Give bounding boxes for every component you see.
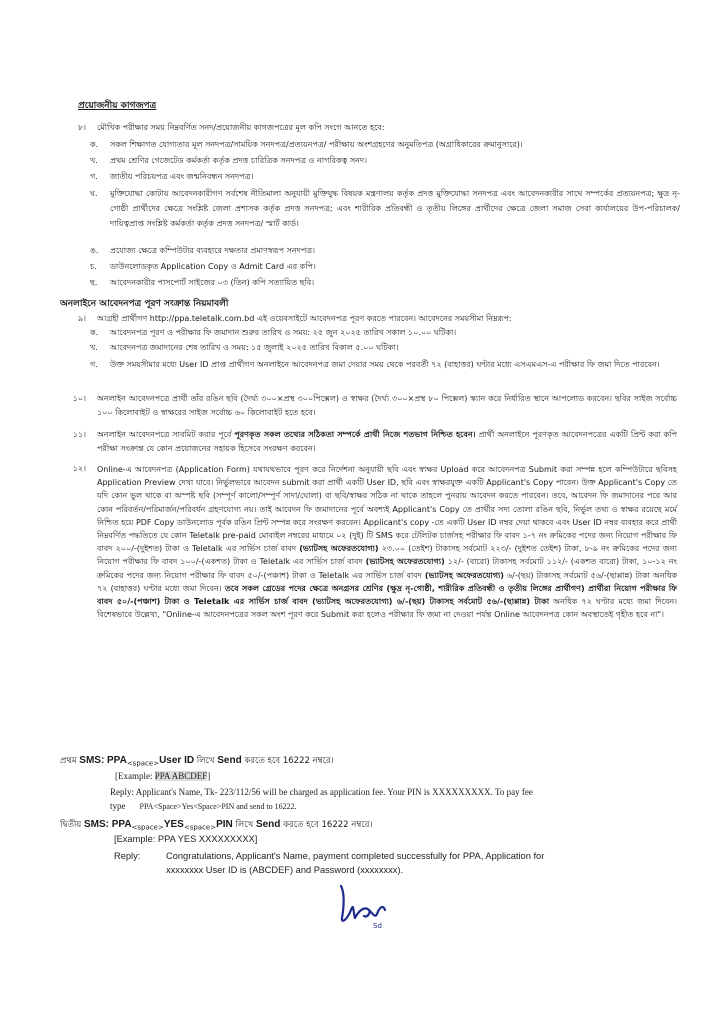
doc-item-marker: ক. [90,140,99,149]
section-12-bold: (ভ্যাটসহ অফেরতযোগ্য) [365,557,445,567]
second-sms-cmd: PPA [111,819,132,830]
first-sms-example [115,771,210,781]
doc-item-marker: গ. [90,172,98,181]
second-sms-reply-cont: xxxxxxxx User ID is (ABCDEF) and Password (xxxxxxxx). [166,865,404,875]
first-sms-reply-cont [110,801,297,811]
section-12-text [97,463,677,621]
doc-item-text: জাতীয় পরিচয়পত্র এবং জন্মনিবন্ধন সনদপত্র। [110,172,254,181]
second-sms-example: [Example: PPA YES XXXXXXXXX] [114,834,258,844]
first-sms-example-pre: [Example: [115,771,155,781]
first-sms-tail: করতে হবে 16222 নম্বরে। [241,756,334,766]
second-sms-cmd: PIN [216,819,233,830]
section-12-part: ২৩.০০ (তেইশ) টাকাসহ সর্বমোট ২২৩/- (দুইশত তেইশ) টাকা, ৮-৯ নং ক্রমিকের পদের জন্য নিয়োগ পরীক্ষার ফি বাবদ ১০০/-(একশত) টাকা ও Teletalk এর সার্ভিস চার্জ বাবদ [97,544,677,567]
section-12-part: ১২/- (বারো) টাকাসহ সর্বমোট ১১২/- (একশত বারো) টাকা, ১০-১২ নং ক্রমিকের পদের জন্য নিয়োগ পরীক্ষার ফি বাবদ ৫০/-(পঞ্চাশ) টাকা ও Teletalk এর সার্ভিস চার্জ বাবদ [97,557,678,580]
timeline-item-marker: গ. [90,360,98,369]
doc-item-marker: ছ. [90,278,98,287]
section-11-number: ১১। [72,430,86,439]
signature-text: Sd [373,922,382,930]
second-sms-space: <space> [131,823,164,832]
section-11-post: প্রার্থী অনলাইনে পূরণকৃত আবেদনপত্রের একটি প্রিন্ট করা কপি পরীক্ষা সংক্রান্ত যে কোন প্রয়োজনের সহায়ক হিসেবে সংরক্ষণ করবেন। [97,430,677,453]
first-sms-cmd: User ID [159,755,195,766]
second-sms-prefix: দ্বিতীয় [60,820,85,830]
doc-item-text: প্রথম শ্রেণির গেজেটেড কর্মকর্তা কর্তৃক প্রদত্ত চারিত্রিক সনদপত্র ও নাগরিকত্ব সনদ। [110,156,367,165]
timeline-item-marker: ক. [90,328,99,337]
section-10-number: ১০। [72,394,86,403]
first-sms-send: Send [217,755,242,766]
second-sms-space: <space> [183,823,217,832]
first-sms-cmd: PPA [106,755,127,766]
section-9-text: আগ্রহী প্রার্থীগণ http://ppa.teletalk.com.bd এই ওয়েবসাইটে আবেদনপত্র পূরণ করতে পারবেন। আবেদনের সময়সীমা নিম্নরূপ: [97,314,512,323]
second-sms-label: SMS: [84,819,110,830]
section-11-pre: অনলাইন আবেদনপত্রে সাবমিট করার পূর্বে [97,430,235,439]
section-11-text [97,428,677,456]
second-sms-reply: Congratulations, Applicant's Name, payment completed successfully for PPA, Application for [166,851,545,861]
section-8-number: ৮। [77,123,86,132]
first-sms-line [60,754,334,768]
doc-item-text: সকল শিক্ষাগত যোগ্যতার মূল সনদপত্র/সাময়িক সনদপত্র/প্রত্যয়নপত্র/ পরীক্ষায় অংশগ্রহণের অনুমতিপত্র (অগ্রাধিকারের ক্রমানুসারে)। [110,140,523,149]
timeline-item-marker: খ. [90,343,98,352]
section-12-bold: (ভ্যাটসহ অফেরতযোগ্য) [424,570,504,580]
section-12-part: ৬/-(ছয়) টাকাসহ সর্বমোট ৫৬/-(ছাপ্পান্ন) টাকা অনধিক ৭২ (বাহাত্তর) ঘণ্টার মধ্যে জমা দিবেন। [97,570,677,593]
doc-item-text: আবেদনকারীর পাসপোর্ট সাইজের ০৩ (তিন) কপি সত্যায়িত ছবি। [110,278,315,287]
second-sms-tail: করতে হবে 16222 নম্বরে। [280,820,373,830]
section-11-bold: পূরণকৃত সকল তথ্যের সঠিকতা সম্পর্কে প্রার্থী নিজে শতভাগ নিশ্চিত হবেন। [234,430,476,439]
section-9-number: ৯। [77,314,86,323]
doc-item-marker: খ. [90,156,98,165]
signature [335,880,391,930]
timeline-item-text: আবেদনপত্র জমাদানের শেষ তারিখ ও সময়: ১৫ জুলাই ২০২৫ তারিখ বিকাল ৫.০০ ঘটিকা। [110,343,399,352]
second-sms-line [60,818,372,832]
first-sms-prefix: প্রথম [60,756,80,766]
first-sms-reply-cmd: PPA<Space>Yes<Space>PIN and send to 16222. [139,802,297,811]
doc-item-text: মুক্তিযোদ্ধা কোটায় আবেদনকারীগণ সর্বশেষ নীতিমালা অনুযায়ী মুক্তিযুদ্ধ বিষয়ক মন্ত্রণালয় কর্তৃক প্রদত্ত মুক্তিযোদ্ধা সনদপত্র এবং আবেদনকারীর সাথে সম্পর্কের প্রত্যয়নপত্র; ক্ষুদ্র নৃ-গোষ্ঠী প্রার্থীদের ক্ষেত্রে সংশ্লিষ্ট জেলা প্রশাসক কর্তৃক প্রদত্ত সনদপত্র; এবং শারীরিক প্রতিবন্ধী ও তৃতীয় লিঙ্গের প্রার্থীদের ক্ষেত্রে জেলা সমাজ সেবা কার্যালয়ের উপ-পরিচালক/ দায়িত্বপ্রাপ্ত সংশ্লিষ্ট কর্মকর্তা কর্তৃক প্রদত্ত সনদপত্র/ স্মার্ট কার্ড। [110,189,680,228]
first-sms-reply-type: type [110,801,126,811]
section-12-number: ১২। [72,464,86,473]
second-sms-mid: লিখে [232,820,256,830]
required-docs-heading: প্রয়োজনীয় কাগজপত্র [78,101,157,111]
second-sms-reply-label: Reply: [114,851,141,861]
section-10-text: অনলাইন আবেদনপত্রে প্রার্থী তাঁর রঙিন ছবি (দৈর্ঘ্য ৩০০×প্রস্থ ৩০০পিক্সেল) ও স্বাক্ষর (দৈর্ঘ্য ৩০০×প্রস্থ ৮০ পিক্সেল) স্ক্যান করে নির্ধারিত স্থানে আপলোড করবেন। ছবির সাইজ সর্বোচ্চ ১০০ কিলোবাইট ও স্বাক্ষরের সাইজ সর্বোচ্চ ৬০ কিলোবাইট হতে হবে। [97,394,677,417]
second-sms-send: Send [255,819,281,830]
section-12-part: অনধিক ৭২ ঘণ্টার মধ্যে জমা দিবেন। বিশেষভাবে উল্লেখ্য, "Online-এ আবেদনপত্রের সকল অংশ পূরণ করে Submit করা হলেও পরীক্ষার ফি জমা না দেওয়া পর্যন্ত Online আবেদনপত্র কোন অবস্থাতেই গৃহীত হবে না"। [97,597,677,620]
timeline-item-text: আবেদনপত্র পূরণ ও পরীক্ষার ফি জমাদান শুরুর তারিখ ও সময়: ২৫ জুন ২০২৫ তারিখ সকাল ১০.০০ ঘটিকা। [110,328,457,337]
doc-item-text: প্রযোজ্য ক্ষেত্রে কম্পিউটার ব্যবহারে দক্ষতার প্রমাণস্বরূপ সনদপত্র। [110,246,316,255]
first-sms-mid: লিখে [194,756,218,766]
doc-item-marker: ঙ. [90,246,99,255]
doc-item-marker: চ. [90,262,97,271]
online-rules-heading: অনলাইনে আবেদনপত্র পূরণ সংক্রান্ত নিয়মাবলী [60,299,229,309]
timeline-item-text: উক্ত সময়সীমার মধ্যে User ID প্রাপ্ত প্রার্থীগণ অনলাইনে আবেদনপত্র জমা দেয়ার সময় থেকে পরবর্তী ৭২ (বাহাত্তর) ঘণ্টার মধ্যে এসএমএস-এ পরীক্ষার ফি জমা দিতে পারবেন। [110,360,660,369]
first-sms-example-post: ] [207,771,211,781]
section-12-bold: (ভ্যাটসহ অফেরতযোগ্য) [299,544,379,554]
second-sms-cmd: YES [163,819,184,830]
first-sms-reply: Reply: Applicant's Name, Tk- 223/112/56 will be charged as application fee. Your PIN is XXXXXXXXX. To pay fee [110,787,533,797]
first-sms-space: <space> [126,759,160,768]
section-12-part: Online-এ আবেদনপত্র (Application Form) যথাযথভাবে পূরণ করে নির্দেশনা অনুযায়ী ছবি এবং স্বাক্ষর Upload করে আবেদনপত্র Submit করা সম্পন্ন হলে কম্পিউটারে ছবিসহ Application Preview দেখা যাবে। নির্ভুলভাবে আবেদন submit করা প্রার্থী একটি User ID, ছবি এবং স্বাক্ষরযুক্ত একটি Applicant's Copy পাবেন। উক্ত Applicant's Copy তে যদি কোন ভুল থাকে বা অস্পষ্ট ছবি (সম্পূর্ণ কালো/সম্পূর্ণ সাদা/ঘোলা) বা ছবি/স্বাক্ষর সঠিক না থাকে তাহলে পুনরায় আবেদন করতে পারবেন। তবে, আবেদন ফি জমাদানের পরে আর কোন পরিবর্তন/পরিমার্জন/পরিবর্ধন গ্রহণযোগ্য নয়। তাই আবেদন ফি জমাদানের পূর্বে অবশ্যই Applicant's Copy তে প্রার্থীর সদ্য তোলা রঙিন ছবি, নির্ভুল তথ্য ও স্বাক্ষর রয়েছে মর্মে নিশ্চিত হয়ে PDF Copy ডাউনলোড পূর্বক রঙিন প্রিন্ট সম্পন্ন করে সংরক্ষণ করবেন। Applicant's copy -তে একটি User ID নম্বর দেয়া থাকবে এবং User ID নম্বর ব্যবহার করে প্রার্থী নিম্নবর্ণিত পদ্ধতিতে যে কোন Teletalk pre-paid মোবাইল নম্বরের মাধ্যমে ০২ (দুই) টি SMS করে টেলিটক চার্জসহ পরীক্ষার ফি বাবদ ১-৭ নং ক্রমিকের পদের জন্য নিয়োগ পরীক্ষার ফি বাবদ ২০০/-(দুইশত) টাকা ও Teletalk এর সার্ভিস চার্জ বাবদ [97,465,677,554]
first-sms-example-value: PPA ABCDEF [154,771,208,781]
first-sms-label: SMS: [79,755,105,766]
section-8-intro: মৌখিক পরীক্ষার সময় নিম্নবর্ণিত সনদ/প্রয়োজনীয় কাগজপত্রের মূল কপি সংগে আনতে হবে: [97,123,385,132]
doc-item-marker: ঘ. [90,189,98,198]
doc-item-text: ডাউনলোডকৃত Application Copy ও Admit Card এর কপি। [110,262,316,271]
section-12-bold: তবে সকল গ্রেডের পদের ক্ষেত্রে অনগ্রসর শ্রেণির (ক্ষুদ্র নৃ-গোষ্ঠী, শারীরিক প্রতিবন্ধী ও তৃতীয় লিঙ্গের প্রার্থীগণ) প্রার্থীরা নিয়োগ পরীক্ষার ফি বাবদ ৫০/-(পঞ্চাশ) টাকা ও Teletalk এর সার্ভিস চার্জ বাবদ (ভ্যাটসহ অফেরতযোগ্য) ৬/-(ছয়) টাকাসহ সর্বমোট ৫৬/-(ছাপ্পান্ন) টাকা [97,583,678,607]
